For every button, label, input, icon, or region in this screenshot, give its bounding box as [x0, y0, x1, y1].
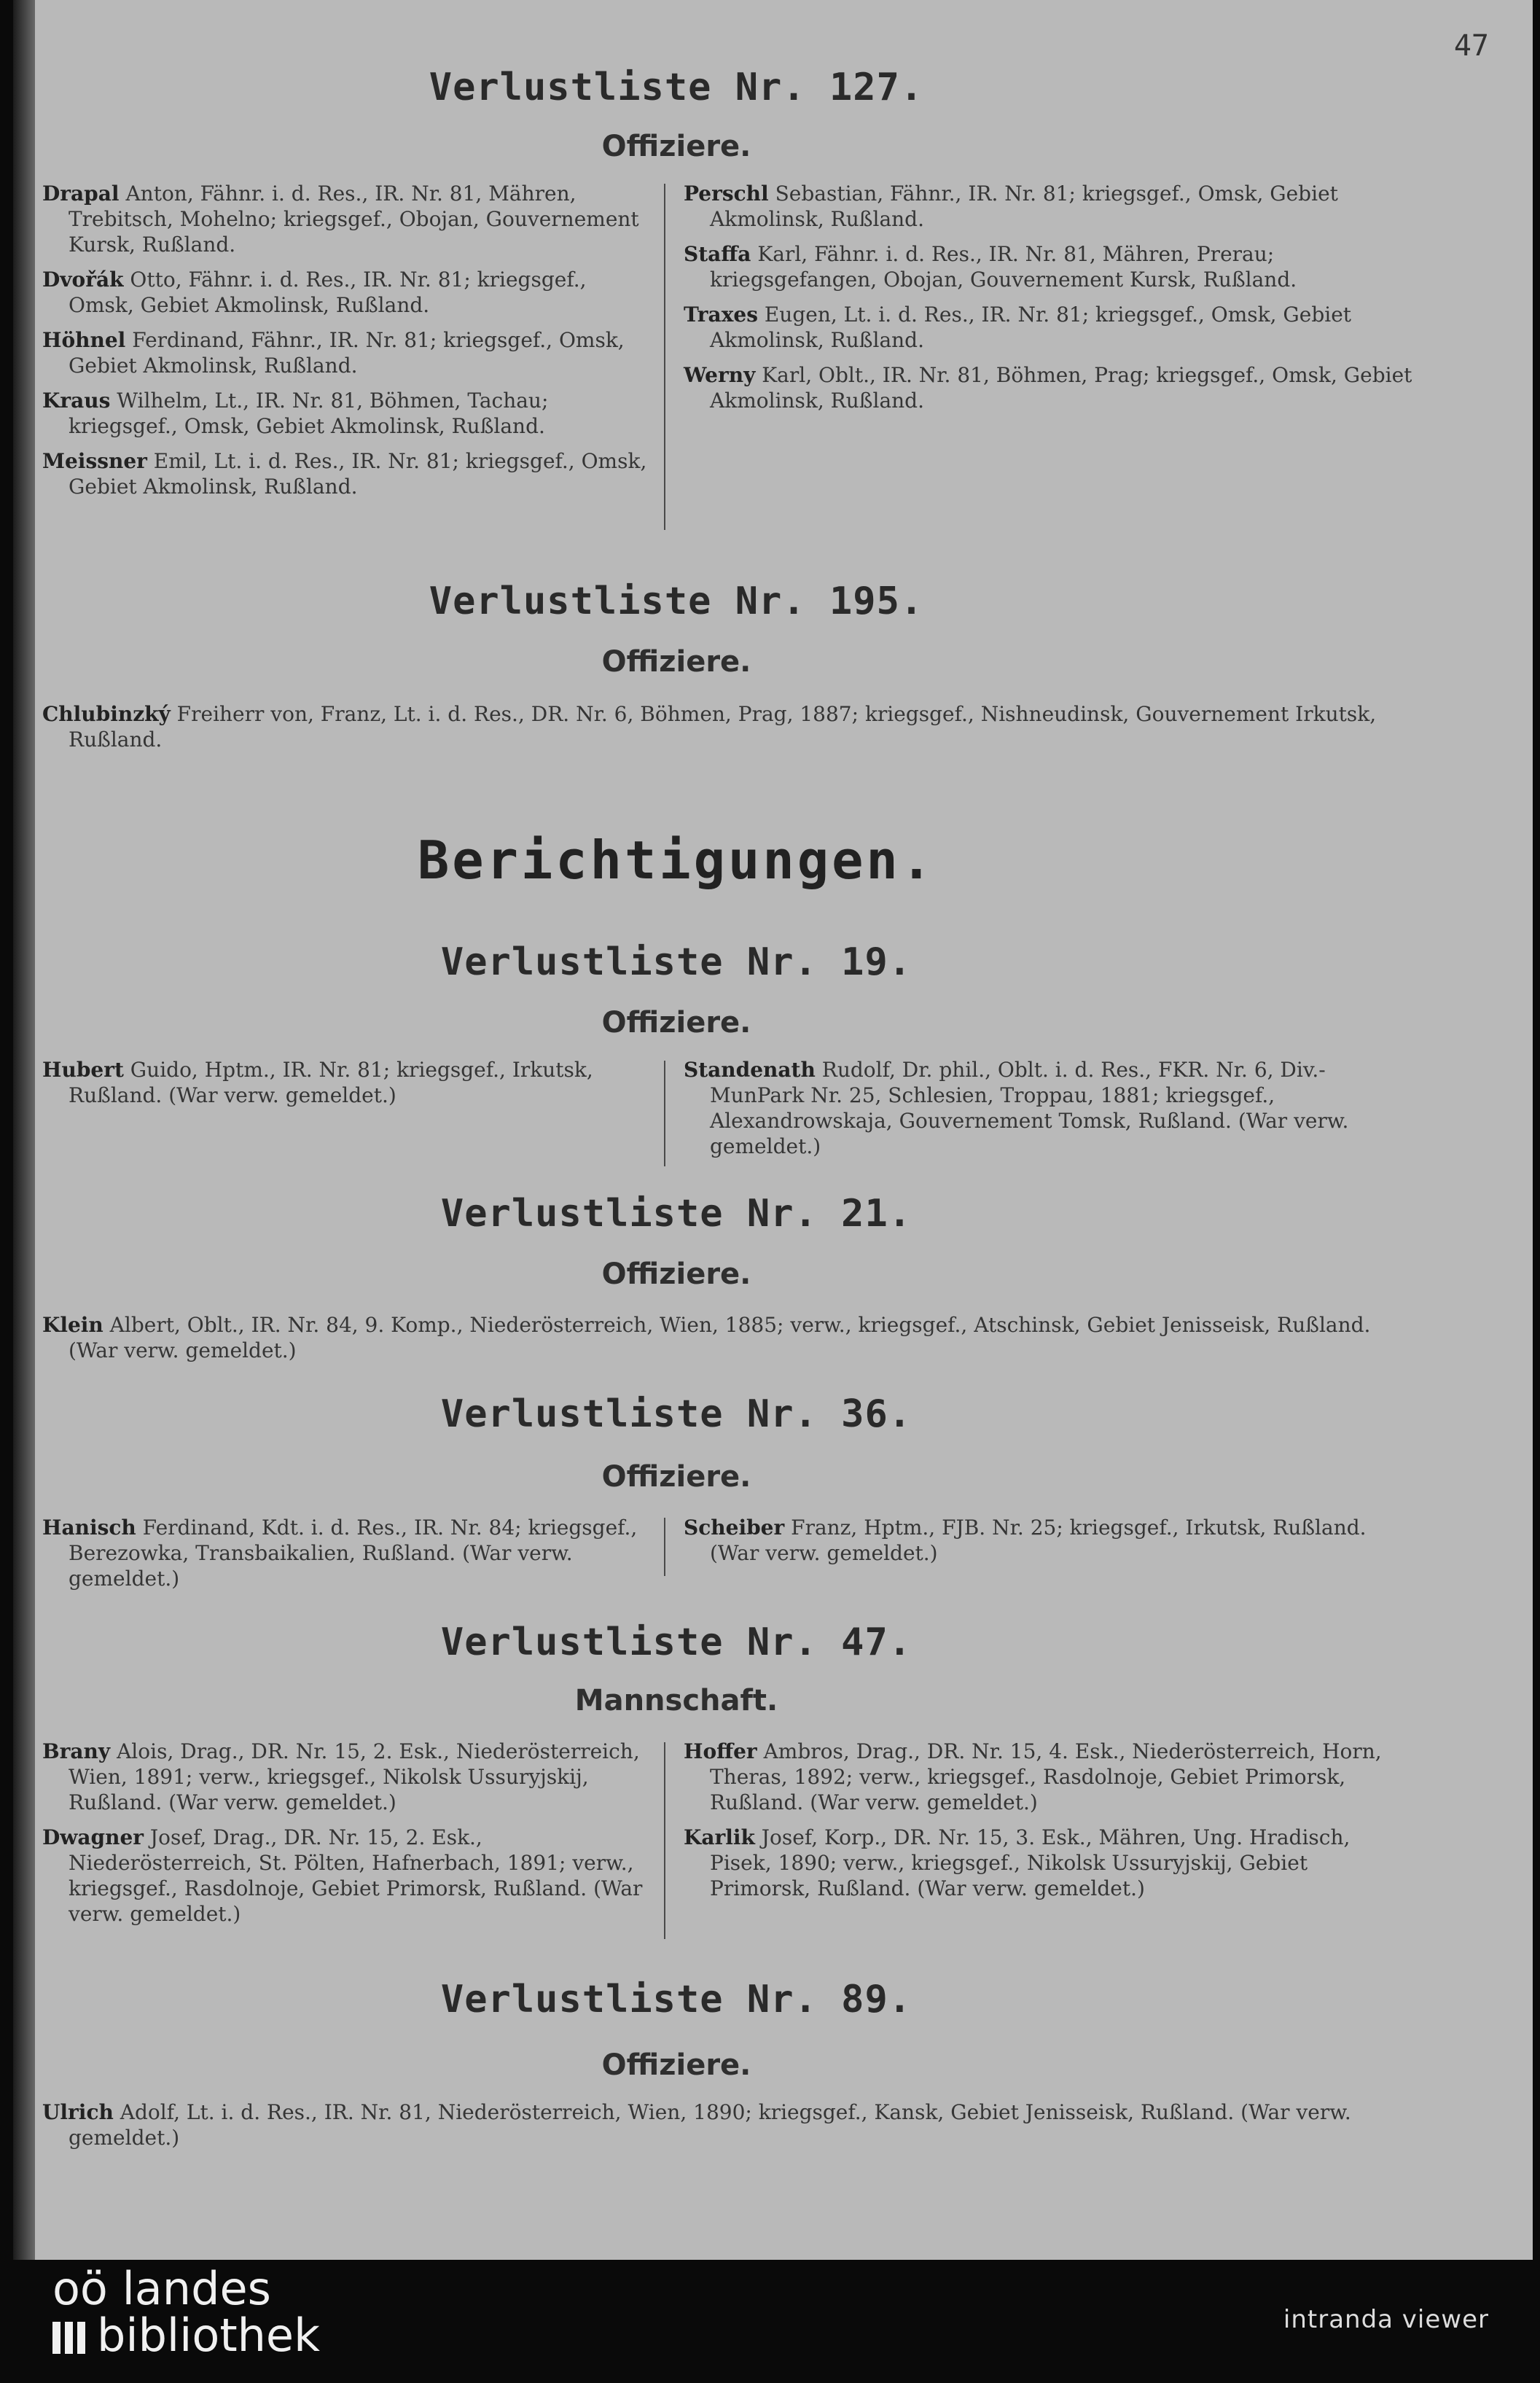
- section-title: Verlustliste Nr. 195.: [429, 580, 924, 623]
- section-left-column: [42, 181, 654, 509]
- column-divider: [664, 1518, 665, 1576]
- list-entry: Scheiber Franz, Hptm., FJB. Nr. 25; kriegsgef., Irkutsk, Rußland. (War verw. gemeldet.): [684, 1516, 1367, 1565]
- section-title: Verlustliste Nr. 127.: [429, 66, 924, 109]
- list-entry: Brany Alois, Drag., DR. Nr. 15, 2. Esk., Niederösterreich, Wien, 1891; verw., kriegsgef., Nikolsk Ussuryjskij, Rußland. (War verw. gemeldet.): [42, 1739, 640, 1814]
- section-left-column: [42, 1057, 654, 1118]
- section-subtitle: Offiziere.: [601, 130, 751, 163]
- list-entry: Chlubinzký Freiherr von, Franz, Lt. i. d. Res., DR. Nr. 6, Böhmen, Prag, 1887; kriegsgef., Nishneudinsk, Gouvernement Irkutsk, Rußland.: [42, 702, 1377, 752]
- section-subtitle: Offiziere.: [601, 1006, 751, 1040]
- section-subtitle: Offiziere.: [601, 1460, 751, 1494]
- list-entry: Drapal Anton, Fähnr. i. d. Res., IR. Nr. 81, Mähren, Trebitsch, Mohelno; kriegsgef., Obojan, Gouvernement Kursk, Rußland.: [42, 182, 639, 257]
- section-right-column: [684, 1515, 1412, 1575]
- page-binding-edge: [13, 0, 35, 2260]
- page-number: 47: [1453, 29, 1489, 63]
- list-entry: Werny Karl, Oblt., IR. Nr. 81, Böhmen, Prag; kriegsgef., Omsk, Gebiet Akmolinsk, Rußland.: [684, 363, 1412, 413]
- section-subtitle: Offiziere.: [601, 2048, 751, 2082]
- viewer-brand-label[interactable]: intranda viewer: [1283, 2305, 1489, 2334]
- list-entry: Staffa Karl, Fähnr. i. d. Res., IR. Nr. 81, Mähren, Prerau; kriegsgefangen, Obojan, Gouvernement Kursk, Rußland.: [684, 242, 1297, 292]
- logo-line-2: bibliothek: [97, 2309, 320, 2362]
- section-subtitle: Offiziere.: [601, 1257, 751, 1291]
- section-title: Verlustliste Nr. 47.: [440, 1620, 912, 1664]
- list-entry: Ulrich Adolf, Lt. i. d. Res., IR. Nr. 81, Niederösterreich, Wien, 1890; kriegsgef., Kansk, Gebiet Jenisseisk, Rußland. (War verw. gemeldet.): [42, 2100, 1351, 2150]
- section-subtitle: Offiziere.: [601, 645, 751, 679]
- list-entry: Höhnel Ferdinand, Fähnr., IR. Nr. 81; kriegsgef., Omsk, Gebiet Akmolinsk, Rußland.: [42, 328, 625, 378]
- list-entry: Klein Albert, Oblt., IR. Nr. 84, 9. Komp., Niederösterreich, Wien, 1885; verw., kriegsgef., Atschinsk, Gebiet Jenisseisk, Rußland. (War verw. gemeldet.): [42, 1313, 1371, 1362]
- section-subtitle: Mannschaft.: [574, 1684, 778, 1717]
- list-entry: Hoffer Ambros, Drag., DR. Nr. 15, 4. Esk., Niederösterreich, Horn, Theras, 1892; verw., kriegsgef., Rasdolnoje, Gebiet Primorsk, Rußland. (War verw. gemeldet.): [684, 1739, 1382, 1814]
- list-entry: Hubert Guido, Hptm., IR. Nr. 81; kriegsgef., Irkutsk, Rußland. (War verw. gemeldet.): [42, 1058, 593, 1107]
- logo-line-1: oö landes: [52, 2262, 271, 2315]
- list-entry: Hanisch Ferdinand, Kdt. i. d. Res., IR. Nr. 84; kriegsgef., Berezowka, Transbaikalien, Rußland. (War verw. gemeldet.): [42, 1516, 638, 1591]
- section-title: Verlustliste Nr. 21.: [440, 1192, 912, 1236]
- section-title: Verlustliste Nr. 89.: [440, 1978, 912, 2021]
- logo-bars-icon: [52, 2315, 90, 2362]
- list-entry: Standenath Rudolf, Dr. phil., Oblt. i. d. Res., FKR. Nr. 6, Div.-MunPark Nr. 25, Schlesien, Troppau, 1881; kriegsgef., Alexandrowskaja, Gouvernement Tomsk, Rußland. (War verw. gemeldet.): [684, 1058, 1349, 1158]
- section-right-column: [684, 1057, 1412, 1169]
- section-full-width: [42, 701, 1398, 762]
- section-full-width: [42, 2099, 1398, 2160]
- section-left-column: [42, 1739, 654, 1936]
- list-entry: Dvořák Otto, Fähnr. i. d. Res., IR. Nr. 81; kriegsgef., Omsk, Gebiet Akmolinsk, Rußland.: [42, 268, 587, 317]
- list-entry: Dwagner Josef, Drag., DR. Nr. 15, 2. Esk., Niederösterreich, St. Pölten, Hafnerbach, 1891; verw., kriegsgef., Rasdolnoje, Gebiet Primorsk, Rußland. (War verw. gemeldet.): [42, 1825, 643, 1926]
- list-entry: Kraus Wilhelm, Lt., IR. Nr. 81, Böhmen, Tachau; kriegsgef., Omsk, Gebiet Akmolinsk, Rußland.: [42, 389, 549, 438]
- section-full-width: [42, 1312, 1398, 1373]
- library-logo[interactable]: [52, 2262, 320, 2362]
- heading-berichtigungen: Berichtigungen.: [417, 830, 936, 891]
- column-divider: [664, 1742, 665, 1939]
- list-entry: Meissner Emil, Lt. i. d. Res., IR. Nr. 81; kriegsgef., Omsk, Gebiet Akmolinsk, Rußland.: [42, 449, 647, 499]
- column-divider: [664, 184, 665, 530]
- list-entry: Traxes Eugen, Lt. i. d. Res., IR. Nr. 81; kriegsgef., Omsk, Gebiet Akmolinsk, Rußland.: [684, 303, 1352, 352]
- section-right-column: [684, 1739, 1412, 1911]
- section-left-column: [42, 1515, 654, 1601]
- section-right-column: [684, 181, 1412, 423]
- section-title: Verlustliste Nr. 36.: [440, 1392, 912, 1436]
- section-title: Verlustliste Nr. 19.: [440, 940, 912, 984]
- column-divider: [664, 1061, 665, 1166]
- document-page: [13, 0, 1533, 2260]
- list-entry: Perschl Sebastian, Fähnr., IR. Nr. 81; kriegsgef., Omsk, Gebiet Akmolinsk, Rußland.: [684, 182, 1338, 231]
- list-entry: Karlik Josef, Korp., DR. Nr. 15, 3. Esk., Mähren, Ung. Hradisch, Pisek, 1890; verw., kriegsgef., Nikolsk Ussuryjskij, Gebiet Primorsk, Rußland. (War verw. gemeldet.): [684, 1825, 1351, 1900]
